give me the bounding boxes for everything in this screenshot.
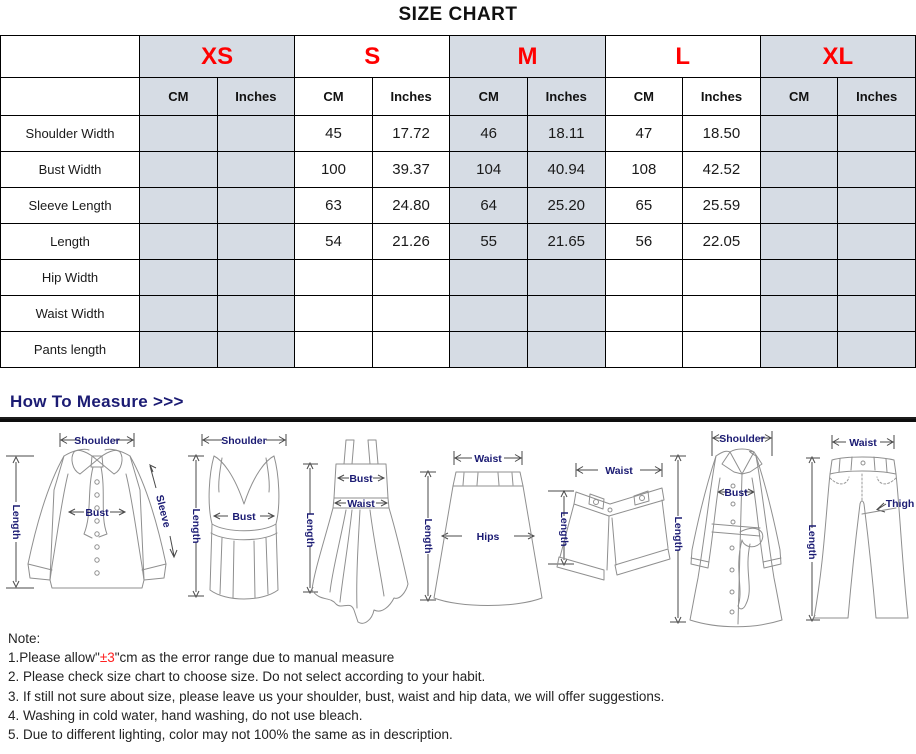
blouse-bust-label: Bust bbox=[85, 507, 109, 519]
row-label: Bust Width bbox=[1, 152, 140, 188]
table-row bbox=[1, 224, 916, 260]
table-row bbox=[1, 296, 916, 332]
value-cell bbox=[450, 332, 528, 368]
note1-tolerance-value: ±3 bbox=[99, 650, 115, 666]
tank-diagram bbox=[186, 430, 302, 628]
dress-outline bbox=[312, 440, 408, 623]
size-table-body bbox=[1, 116, 916, 368]
value-cell: 18.50 bbox=[683, 116, 761, 152]
unit-header-row bbox=[1, 78, 916, 116]
value-cell bbox=[217, 224, 295, 260]
skirt-hips-label: Hips bbox=[476, 531, 500, 543]
value-cell: 104 bbox=[450, 152, 528, 188]
pants-waist-label: Waist bbox=[849, 437, 877, 449]
value-cell bbox=[217, 152, 295, 188]
pants-diagram bbox=[806, 432, 916, 630]
value-cell: 21.26 bbox=[372, 224, 450, 260]
tank-shoulder-label: Shoulder bbox=[221, 435, 267, 447]
value-cell: 45 bbox=[295, 116, 373, 152]
value-cell bbox=[295, 332, 373, 368]
value-cell bbox=[838, 332, 916, 368]
shorts-outline bbox=[557, 488, 670, 580]
size-header-l: L bbox=[605, 36, 760, 78]
value-cell bbox=[760, 332, 838, 368]
value-cell: 24.80 bbox=[372, 188, 450, 224]
value-cell bbox=[683, 260, 761, 296]
value-cell bbox=[838, 260, 916, 296]
pants-outline bbox=[814, 457, 908, 618]
coat-shoulder-label: Shoulder bbox=[719, 433, 765, 445]
value-cell bbox=[838, 152, 916, 188]
corner-cell-2 bbox=[1, 78, 140, 116]
value-cell bbox=[605, 260, 683, 296]
value-cell bbox=[372, 260, 450, 296]
coat-length-label: Length bbox=[672, 516, 684, 552]
value-cell bbox=[295, 296, 373, 332]
table-row bbox=[1, 152, 916, 188]
blouse-shoulder-label: Shoulder bbox=[74, 435, 120, 447]
value-cell bbox=[450, 260, 528, 296]
value-cell bbox=[760, 260, 838, 296]
value-cell: 42.52 bbox=[683, 152, 761, 188]
pants-thigh-label: Thigh bbox=[885, 498, 915, 510]
dress-waist-label: Waist bbox=[347, 498, 375, 510]
value-cell: 39.37 bbox=[372, 152, 450, 188]
shorts-waist-label: Waist bbox=[605, 465, 633, 477]
value-cell bbox=[838, 224, 916, 260]
size-header-row bbox=[1, 36, 916, 78]
value-cell bbox=[527, 332, 605, 368]
measure-diagrams bbox=[0, 428, 916, 630]
note1-prefix: 1.Please allow" bbox=[8, 650, 100, 666]
value-cell bbox=[140, 260, 218, 296]
size-header-xs: XS bbox=[140, 36, 295, 78]
dress-diagram bbox=[302, 432, 418, 628]
unit-header-xl-cm: CM bbox=[760, 78, 838, 116]
notes-heading: Note: bbox=[8, 631, 41, 646]
value-cell bbox=[140, 188, 218, 224]
coat-diagram bbox=[668, 428, 804, 630]
note-line-1 bbox=[8, 648, 664, 667]
row-label: Sleeve Length bbox=[1, 188, 140, 224]
value-cell bbox=[760, 224, 838, 260]
row-label: Length bbox=[1, 224, 140, 260]
value-cell bbox=[140, 296, 218, 332]
shorts-length-label: Length bbox=[558, 511, 570, 547]
value-cell bbox=[760, 188, 838, 224]
size-header-m: M bbox=[450, 36, 605, 78]
value-cell bbox=[760, 296, 838, 332]
value-cell bbox=[683, 296, 761, 332]
value-cell: 56 bbox=[605, 224, 683, 260]
table-row bbox=[1, 188, 916, 224]
value-cell: 21.65 bbox=[527, 224, 605, 260]
value-cell bbox=[838, 296, 916, 332]
unit-header-xs-inches: Inches bbox=[217, 78, 295, 116]
value-cell: 18.11 bbox=[527, 116, 605, 152]
value-cell bbox=[217, 260, 295, 296]
coat-bust-label: Bust bbox=[724, 487, 748, 499]
tank-bust-label: Bust bbox=[232, 511, 256, 523]
tank-length-label: Length bbox=[190, 508, 202, 544]
skirt-length-label: Length bbox=[422, 518, 434, 554]
value-cell: 55 bbox=[450, 224, 528, 260]
value-cell: 25.20 bbox=[527, 188, 605, 224]
value-cell bbox=[838, 116, 916, 152]
page-title: SIZE CHART bbox=[398, 4, 518, 25]
value-cell bbox=[605, 296, 683, 332]
value-cell bbox=[140, 332, 218, 368]
table-row bbox=[1, 260, 916, 296]
table-row bbox=[1, 116, 916, 152]
unit-header-s-inches: Inches bbox=[372, 78, 450, 116]
unit-header-m-inches: Inches bbox=[527, 78, 605, 116]
value-cell: 63 bbox=[295, 188, 373, 224]
note-line-3: 3. If still not sure about size, please leave us your shoulder, bust, waist and hip data, we will offer suggestions. bbox=[8, 688, 665, 704]
note1-suffix: "cm as the error range due to manual measure bbox=[114, 650, 395, 666]
notes-block bbox=[8, 629, 664, 744]
value-cell bbox=[295, 260, 373, 296]
size-header-xl: XL bbox=[760, 36, 915, 78]
how-to-measure-heading: How To Measure >>> bbox=[10, 392, 184, 411]
unit-header-s-cm: CM bbox=[295, 78, 373, 116]
value-cell bbox=[605, 332, 683, 368]
value-cell bbox=[217, 296, 295, 332]
tank-outline bbox=[209, 456, 279, 599]
value-cell bbox=[450, 296, 528, 332]
section-divider bbox=[0, 417, 916, 422]
value-cell bbox=[683, 332, 761, 368]
value-cell bbox=[140, 224, 218, 260]
shorts-diagram bbox=[546, 458, 672, 618]
note-line-2: 2. Please check size chart to choose size. Do not select according to your habit. bbox=[8, 669, 486, 685]
unit-header-l-cm: CM bbox=[605, 78, 683, 116]
unit-header-m-cm: CM bbox=[450, 78, 528, 116]
coat-outline bbox=[690, 449, 782, 627]
unit-header-xs-cm: CM bbox=[140, 78, 218, 116]
value-cell bbox=[140, 116, 218, 152]
size-header-s: S bbox=[295, 36, 450, 78]
note-line-4: 4. Washing in cold water, hand washing, do not use bleach. bbox=[8, 707, 363, 723]
dress-length-label: Length bbox=[304, 512, 316, 548]
row-label: Shoulder Width bbox=[1, 116, 140, 152]
unit-header-xl-inches: Inches bbox=[838, 78, 916, 116]
value-cell bbox=[140, 152, 218, 188]
value-cell: 46 bbox=[450, 116, 528, 152]
value-cell bbox=[217, 332, 295, 368]
value-cell bbox=[527, 296, 605, 332]
value-cell: 108 bbox=[605, 152, 683, 188]
value-cell bbox=[372, 296, 450, 332]
value-cell: 25.59 bbox=[683, 188, 761, 224]
value-cell: 100 bbox=[295, 152, 373, 188]
blouse-length-label: Length bbox=[10, 504, 22, 540]
pants-length-label: Length bbox=[806, 524, 818, 560]
corner-cell bbox=[1, 36, 140, 78]
value-cell bbox=[217, 188, 295, 224]
table-row bbox=[1, 332, 916, 368]
value-cell: 17.72 bbox=[372, 116, 450, 152]
value-cell bbox=[217, 116, 295, 152]
blouse-sleeve-label: Sleeve bbox=[153, 493, 173, 529]
value-cell bbox=[527, 260, 605, 296]
value-cell: 54 bbox=[295, 224, 373, 260]
value-cell: 65 bbox=[605, 188, 683, 224]
row-label: Pants length bbox=[1, 332, 140, 368]
value-cell bbox=[372, 332, 450, 368]
value-cell: 64 bbox=[450, 188, 528, 224]
skirt-diagram bbox=[420, 448, 546, 628]
skirt-waist-label: Waist bbox=[474, 453, 502, 465]
value-cell bbox=[760, 152, 838, 188]
value-cell: 40.94 bbox=[527, 152, 605, 188]
value-cell: 22.05 bbox=[683, 224, 761, 260]
row-label: Hip Width bbox=[1, 260, 140, 296]
value-cell bbox=[760, 116, 838, 152]
unit-header-l-inches: Inches bbox=[683, 78, 761, 116]
note-line-5: 5. Due to different lighting, color may not 100% the same as in description. bbox=[8, 727, 453, 743]
value-cell: 47 bbox=[605, 116, 683, 152]
size-table bbox=[0, 35, 916, 368]
row-label: Waist Width bbox=[1, 296, 140, 332]
blouse-diagram bbox=[4, 430, 186, 628]
dress-bust-label: Bust bbox=[349, 473, 373, 485]
value-cell bbox=[838, 188, 916, 224]
